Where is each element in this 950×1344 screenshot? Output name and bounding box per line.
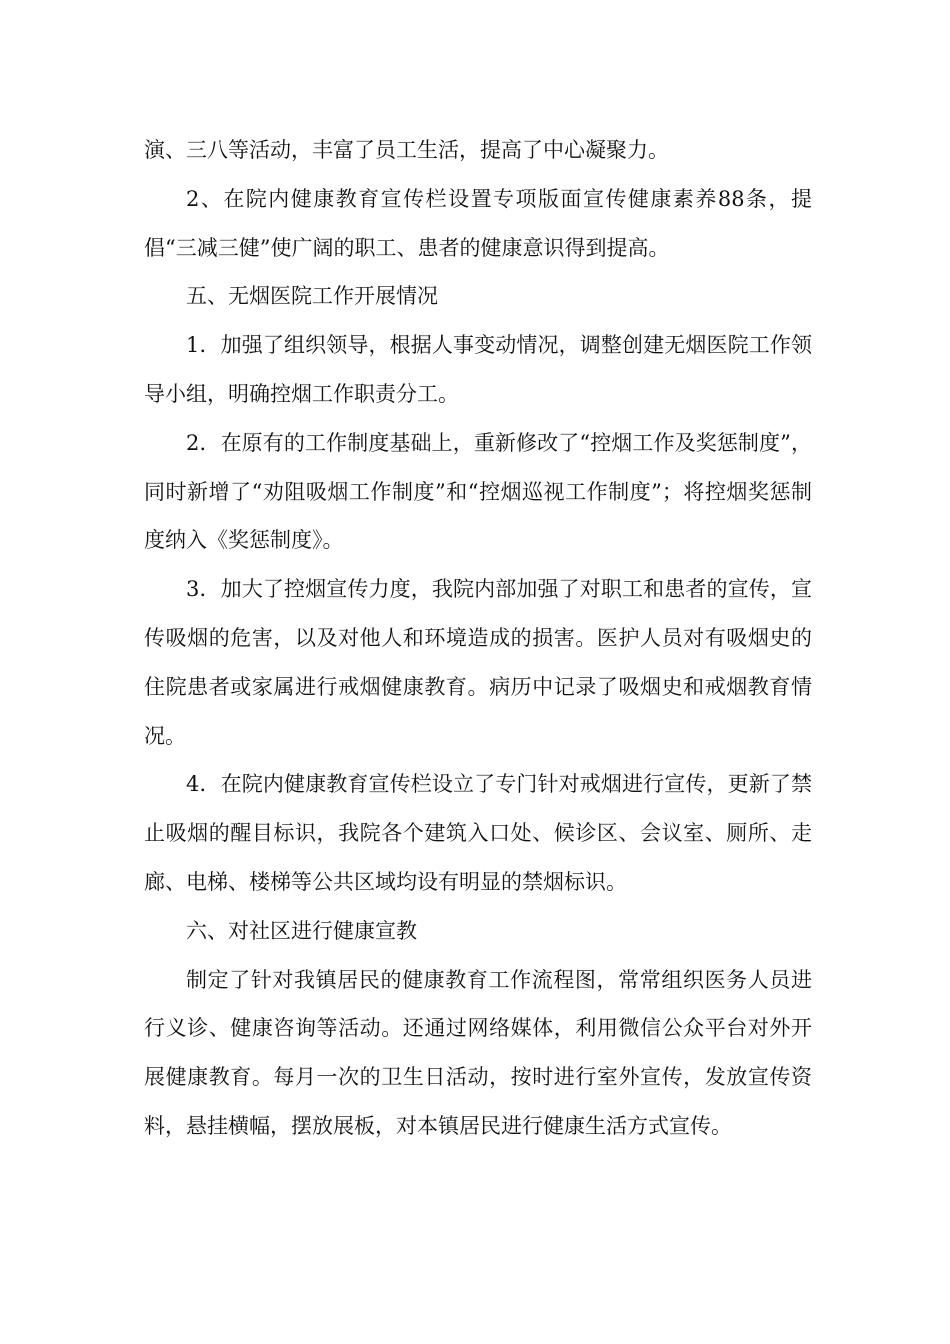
paragraph-regulations: 2．在原有的工作制度基础上，重新修改了“控烟工作及奖惩制度”，同时新增了“劝阻吸烟工作制度”和“控烟巡视工作制度”；将控烟奖惩制度纳入《奖惩制度》。 [144,430,812,553]
paragraph-signage: 4．在院内健康教育宣传栏设立了专门针对戒烟进行宣传，更新了禁止吸烟的醒目标识，我院各个建筑入口处、候诊区、会议室、厕所、走廊、电梯、楼梯等公共区域均设有明显的禁烟标识。 [144,772,812,894]
document-body [144,126,812,1151]
paragraph-continued: 演、三八等活动，丰富了员工生活，提高了中心凝聚力。 [144,138,669,162]
paragraph-health-literacy: 2、在院内健康教育宣传栏设置专项版面宣传健康素养88条，提倡“三减三健”使广阔的职工、患者的健康意识得到提高。 [144,186,812,260]
section-heading-community-education: 六、对社区进行健康宣教 [186,918,417,943]
section-heading-smoke-free-hospital: 五、无烟医院工作开展情况 [186,284,438,309]
paragraph-publicity: 3．加大了控烟宣传力度，我院内部加强了对职工和患者的宣传，宣传吸烟的危害，以及对他人和环境造成的损害。医护人员对有吸烟史的住院患者或家属进行戒烟健康教育。病历中记录了吸烟史和戒烟教育情况。 [144,577,812,748]
paragraph-community-activities: 制定了针对我镇居民的健康教育工作流程图，常常组织医务人员进行义诊、健康咨询等活动。还通过网络媒体，利用微信公众平台对外开展健康教育。每月一次的卫生日活动，按时进行室外宣传，发放宣传资料，悬挂横幅，摆放展板，对本镇居民进行健康生活方式宣传。 [144,967,812,1138]
paragraph-organization: 1．加强了组织领导，根据人事变动情况，调整创建无烟医院工作领导小组，明确控烟工作职责分工。 [144,333,812,406]
